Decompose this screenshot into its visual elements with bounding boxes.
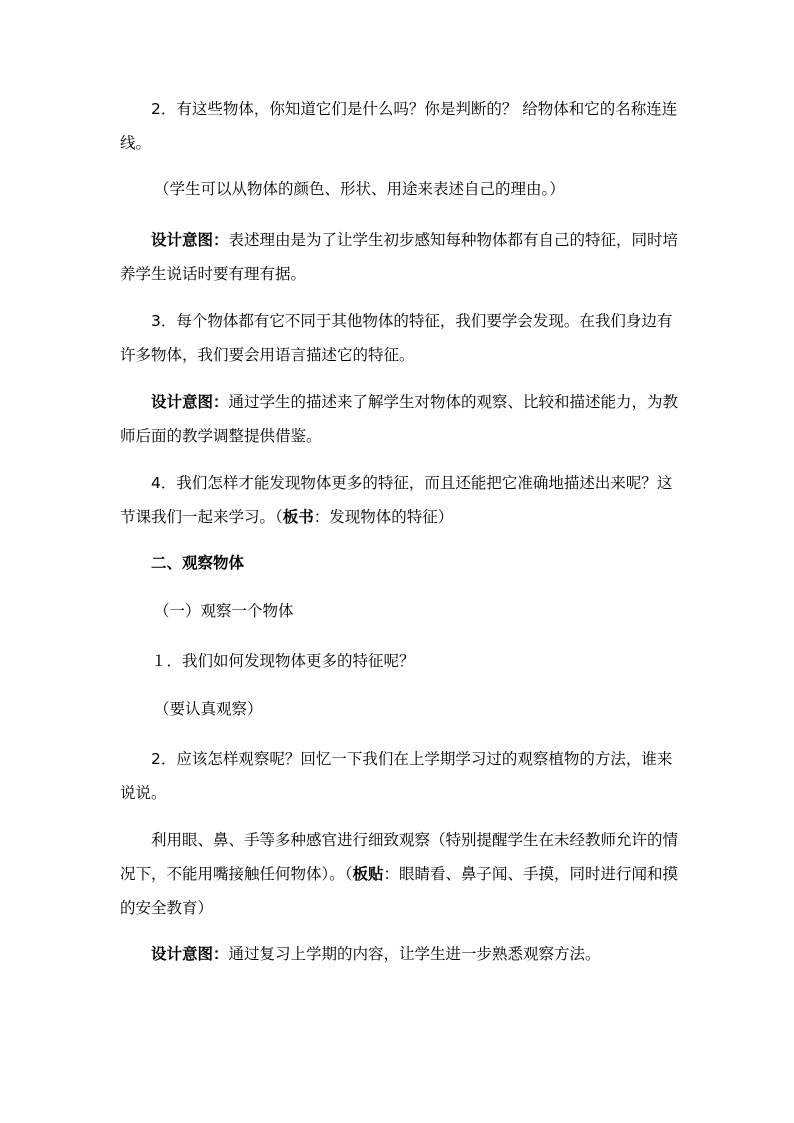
paragraph-text: 3．每个物体都有它不同于其他物体的特征，我们要学会发现。在我们身边有许多物体，我们要会用语言描述它的特征。 [120,312,673,364]
paragraph-text-tail: ：眼睛看、鼻子闻、手摸，同时进行闻和摸的安全教育） [120,865,679,917]
paragraph-answer-observe [120,692,680,726]
paragraph-design-intent-3 [120,937,680,971]
paragraph-text: 通过复习上学期的内容，让学生进一步熟悉观察方法。 [228,945,601,963]
board-paste-label: 板贴 [352,865,384,883]
paragraph-text: （一）观察一个物体 [154,602,294,620]
paragraph-text: （学生可以从物体的颜色、形状、用途来表述自己的理由。） [154,180,565,198]
paragraph-text-tail: ：发现物体的特征） [313,508,454,526]
paragraph-question-1 [120,644,680,678]
design-intent-label: 设计意图： [151,945,229,963]
paragraph-text: 2．应该怎样观察呢？回忆一下我们在上学期学习过的观察植物的方法，谁来说说。 [120,750,673,802]
paragraph-design-intent-1 [120,223,680,291]
paragraph-text: １．我们如何发现物体更多的特征呢？ [151,652,415,670]
paragraph-text: 2．有这些物体，你知道它们是什么吗？你是判断的？ 给物体和它的名称连连线。 [120,100,678,152]
design-intent-label: 设计意图： [151,231,229,249]
board-writing-label: 板书 [282,508,314,526]
paragraph-text: 利用眼、鼻、手等多种感官进行细致观察（特别提醒学生在未经教师允许的情况下，不能用嘴接触任何物体）。（ [120,831,679,883]
design-intent-label: 设计意图： [151,393,229,411]
paragraph-text: （要认真观察） [154,700,263,718]
section-heading-observe [120,546,680,580]
paragraph-text: 表述理由是为了让学生初步感知每种物体都有自己的特征，同时培养学生说话时要有理有据。 [120,231,679,283]
section-heading-text: 二、观察物体 [151,554,245,572]
paragraph-item-3 [120,304,680,372]
paragraph-design-intent-2 [120,385,680,453]
paragraph-question-2 [120,742,680,810]
paragraph-item-4 [120,466,680,534]
subsection-heading-one-object [120,594,680,628]
paragraph-text: 4．我们怎样才能发现物体更多的特征，而且还能把它准确地描述出来呢？这节课我们一起来学习。（ [120,474,673,526]
paragraph-senses [120,823,680,925]
paragraph-text: 通过学生的描述来了解学生对物体的观察、比较和描述能力，为教师后面的教学调整提供借鉴。 [120,393,679,445]
paragraph-student-reason [120,172,680,206]
paragraph-item-2 [120,92,680,160]
